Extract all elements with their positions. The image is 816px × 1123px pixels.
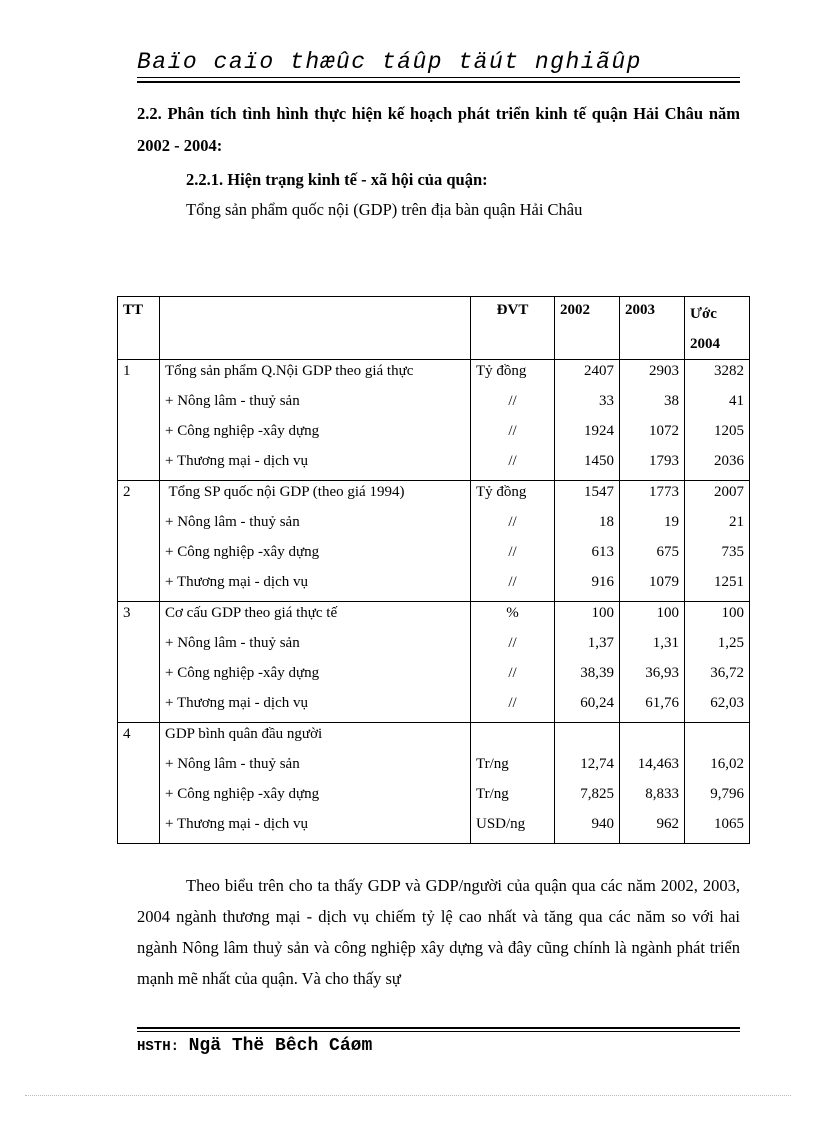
cell-name: Cơ cấu GDP theo giá thực tế <box>160 602 471 633</box>
cell-unit: // <box>471 632 555 662</box>
cell-y2004: 16,02 <box>685 753 750 783</box>
header-2003: 2003 <box>620 297 685 360</box>
cell-name: Tổng sản phẩm Q.Nội GDP theo giá thực <box>160 360 471 391</box>
cell-y2004: 1251 <box>685 571 750 602</box>
table-row <box>118 450 750 481</box>
cell-y2002: 1924 <box>555 420 620 450</box>
table-row <box>118 723 750 754</box>
cell-tt: 1 <box>118 360 160 391</box>
cell-unit <box>471 723 555 754</box>
cell-name: + Thương mại - dịch vụ <box>160 813 471 844</box>
cell-y2002 <box>555 723 620 754</box>
cell-name: + Nông lâm - thuỷ sản <box>160 511 471 541</box>
cell-name: + Nông lâm - thuỷ sản <box>160 753 471 783</box>
table-row <box>118 662 750 692</box>
header-name <box>160 297 471 360</box>
cell-unit: // <box>471 662 555 692</box>
cell-y2004: 1,25 <box>685 632 750 662</box>
cell-y2002: 916 <box>555 571 620 602</box>
cell-tt <box>118 692 160 723</box>
cell-tt <box>118 571 160 602</box>
cell-tt <box>118 450 160 481</box>
table-caption: Tổng sản phẩm quốc nội (GDP) trên địa bàn quận Hải Châu <box>186 200 583 219</box>
section-heading: 2.2. Phân tích tình hình thực hiện kế hoạch phát triển kinh tế quận Hải Châu năm 2002 - 2004: <box>137 104 740 155</box>
cell-y2002: 12,74 <box>555 753 620 783</box>
cell-unit: // <box>471 692 555 723</box>
cell-tt <box>118 662 160 692</box>
cell-y2004: 2007 <box>685 481 750 512</box>
cell-y2004: 2036 <box>685 450 750 481</box>
page-bottom-border <box>25 1095 791 1096</box>
cell-y2003: 14,463 <box>620 753 685 783</box>
cell-y2004: 9,796 <box>685 783 750 813</box>
cell-y2003: 962 <box>620 813 685 844</box>
cell-y2003: 100 <box>620 602 685 633</box>
cell-y2002: 33 <box>555 390 620 420</box>
cell-y2003 <box>620 723 685 754</box>
cell-y2002: 613 <box>555 541 620 571</box>
table-row <box>118 541 750 571</box>
cell-y2004: 1065 <box>685 813 750 844</box>
cell-unit: // <box>471 511 555 541</box>
footer-label: HSTH: <box>137 1039 180 1055</box>
cell-y2004: 36,72 <box>685 662 750 692</box>
cell-name: + Thương mại - dịch vụ <box>160 692 471 723</box>
cell-y2003: 1,31 <box>620 632 685 662</box>
paragraph-text: Theo biểu trên cho ta thấy GDP và GDP/người của quận qua các năm 2002, 2003, 2004 ngành thương mại - dịch vụ chiếm tỷ lệ cao nhất và tăng qua các năm so với hai ngành Nông lâm thuỷ sản và công nghiệp xây dựng và đây cũng chính là ngành phát triển mạnh mẽ nhất của quận. Và cho thấy sự <box>137 876 740 988</box>
cell-name: + Công nghiệp -xây dựng <box>160 541 471 571</box>
cell-tt <box>118 813 160 844</box>
table-header-row <box>118 297 750 360</box>
cell-y2003: 2903 <box>620 360 685 391</box>
cell-y2004: 21 <box>685 511 750 541</box>
cell-name: GDP bình quân đầu người <box>160 723 471 754</box>
header-2004: Ước 2004 <box>685 297 750 360</box>
cell-tt: 4 <box>118 723 160 754</box>
cell-unit: Tr/ng <box>471 753 555 783</box>
cell-y2003: 36,93 <box>620 662 685 692</box>
cell-tt: 3 <box>118 602 160 633</box>
cell-y2004: 3282 <box>685 360 750 391</box>
cell-y2003: 19 <box>620 511 685 541</box>
header-rule <box>137 77 740 78</box>
table-row <box>118 632 750 662</box>
cell-tt <box>118 511 160 541</box>
cell-y2004: 41 <box>685 390 750 420</box>
cell-y2004: 735 <box>685 541 750 571</box>
cell-y2002: 2407 <box>555 360 620 391</box>
header-rule-thick <box>137 81 740 83</box>
cell-unit: // <box>471 390 555 420</box>
cell-unit: Tr/ng <box>471 783 555 813</box>
cell-tt <box>118 390 160 420</box>
cell-name: + Thương mại - dịch vụ <box>160 571 471 602</box>
cell-name: + Công nghiệp -xây dựng <box>160 662 471 692</box>
cell-y2003: 1793 <box>620 450 685 481</box>
table-row <box>118 813 750 844</box>
cell-unit: Tỷ đồng <box>471 481 555 512</box>
table-row <box>118 571 750 602</box>
cell-y2002: 940 <box>555 813 620 844</box>
cell-y2004: 62,03 <box>685 692 750 723</box>
cell-y2002: 18 <box>555 511 620 541</box>
cell-tt <box>118 632 160 662</box>
table-row <box>118 602 750 633</box>
cell-tt: 2 <box>118 481 160 512</box>
cell-y2002: 1547 <box>555 481 620 512</box>
cell-y2002: 1,37 <box>555 632 620 662</box>
cell-name: + Nông lâm - thuỷ sản <box>160 632 471 662</box>
cell-unit: Tỷ đồng <box>471 360 555 391</box>
table-row <box>118 481 750 512</box>
cell-y2003: 1072 <box>620 420 685 450</box>
cell-name: + Công nghiệp -xây dựng <box>160 420 471 450</box>
cell-y2003: 8,833 <box>620 783 685 813</box>
cell-y2004: 1205 <box>685 420 750 450</box>
gdp-table <box>117 296 750 844</box>
page-header-title: Baïo caïo thæûc táûp täút nghiãûp <box>137 49 642 75</box>
cell-y2002: 100 <box>555 602 620 633</box>
footer-rule-thick <box>137 1027 740 1029</box>
table-row <box>118 420 750 450</box>
table-row <box>118 390 750 420</box>
cell-y2002: 7,825 <box>555 783 620 813</box>
table-row <box>118 692 750 723</box>
table-row <box>118 511 750 541</box>
header-unit: ĐVT <box>471 297 555 360</box>
cell-y2004 <box>685 723 750 754</box>
cell-unit: // <box>471 571 555 602</box>
cell-tt <box>118 783 160 813</box>
cell-name: Tổng SP quốc nội GDP (theo giá 1994) <box>160 481 471 512</box>
cell-y2003: 61,76 <box>620 692 685 723</box>
subsection-heading: 2.2.1. Hiện trạng kinh tế - xã hội của quận: <box>186 170 488 189</box>
cell-y2003: 675 <box>620 541 685 571</box>
cell-tt <box>118 541 160 571</box>
cell-y2003: 38 <box>620 390 685 420</box>
cell-y2004: 100 <box>685 602 750 633</box>
cell-y2002: 38,39 <box>555 662 620 692</box>
cell-y2003: 1773 <box>620 481 685 512</box>
cell-unit: % <box>471 602 555 633</box>
cell-unit: // <box>471 450 555 481</box>
cell-unit: USD/ng <box>471 813 555 844</box>
body-paragraph <box>137 870 740 994</box>
cell-y2002: 60,24 <box>555 692 620 723</box>
cell-tt <box>118 420 160 450</box>
cell-unit: // <box>471 541 555 571</box>
table-row <box>118 753 750 783</box>
cell-name: + Công nghiệp -xây dựng <box>160 783 471 813</box>
footer-rule <box>137 1031 740 1032</box>
table-row <box>118 783 750 813</box>
cell-y2002: 1450 <box>555 450 620 481</box>
cell-y2003: 1079 <box>620 571 685 602</box>
cell-name: + Thương mại - dịch vụ <box>160 450 471 481</box>
cell-tt <box>118 753 160 783</box>
header-2002: 2002 <box>555 297 620 360</box>
table-row <box>118 360 750 391</box>
footer-author: Ngä Thë Bêch Cáøm <box>188 1036 373 1056</box>
footer <box>137 1036 372 1056</box>
cell-name: + Nông lâm - thuỷ sản <box>160 390 471 420</box>
header-tt: TT <box>118 297 160 360</box>
cell-unit: // <box>471 420 555 450</box>
